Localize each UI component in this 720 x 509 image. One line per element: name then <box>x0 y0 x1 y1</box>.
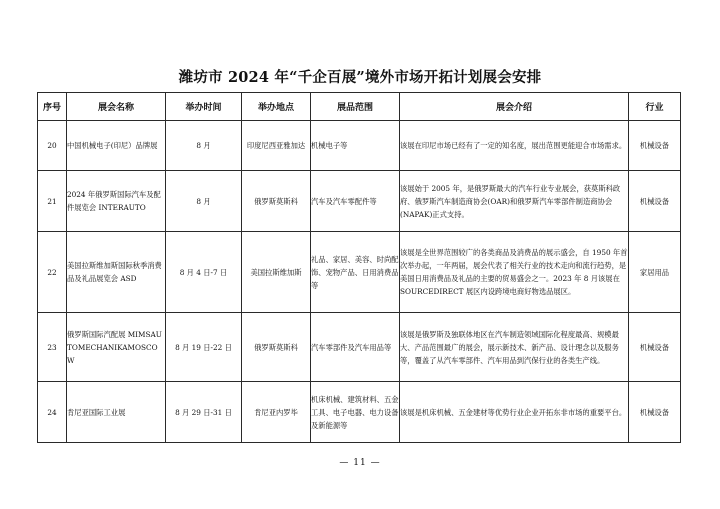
row-no: 21 <box>38 171 67 232</box>
row-name: 肯尼亚国际工业展 <box>67 382 166 443</box>
row-industry: 机械设备 <box>629 313 681 382</box>
page-number: — 11 — <box>339 458 381 468</box>
row-intro: 该展是全世界范围较广的各类商品及消费品的展示盛会，自 1950 年首次举办起，一年两届，展会代表了相关行业的技术走向和流行趋势，是美国日用消费品及礼品的主要的贸易盛会之一。2023 年 8 月该展在 SOURCEDIRECT 展区内设跨境电商好物选品展区。 <box>400 232 629 313</box>
row-name: 俄罗斯国际汽配展 MIMSAUTOMECHANIKAMOSCOW <box>67 313 166 382</box>
header-scope: 展品范围 <box>311 93 400 121</box>
row-place: 肯尼亚内罗毕 <box>242 382 311 443</box>
header-place: 举办地点 <box>242 93 311 121</box>
row-industry: 机械设备 <box>629 171 681 232</box>
row-intro: 该展在印尼市场已经有了一定的知名度，展出范围更能迎合市场需求。 <box>400 121 629 171</box>
table-row <box>38 121 681 171</box>
row-scope: 汽车及汽车零配件等 <box>311 171 400 232</box>
row-time: 8 月 29 日-31 日 <box>166 382 242 443</box>
row-name: 中国机械电子(印尼）品牌展 <box>67 121 166 171</box>
row-no: 24 <box>38 382 67 443</box>
row-time: 8 月 <box>166 171 242 232</box>
row-name: 美国拉斯维加斯国际秋季消费品及礼品展览会 ASD <box>67 232 166 313</box>
page-title: 潍坊市 2024 年“千企百展”境外市场开拓计划展会安排 <box>178 69 542 86</box>
row-no: 23 <box>38 313 67 382</box>
row-industry: 家居用品 <box>629 232 681 313</box>
row-scope: 礼品、家居、美容、时尚配饰、宠物产品、日用消费品等 <box>311 232 400 313</box>
header-time: 举办时间 <box>166 93 242 121</box>
row-scope: 机械电子等 <box>311 121 400 171</box>
row-place: 俄罗斯莫斯科 <box>242 171 311 232</box>
table-header-row <box>38 93 681 121</box>
row-place: 印度尼西亚雅加达 <box>242 121 311 171</box>
row-intro: 该展是俄罗斯及独联体地区在汽车制造领域国际化程度最高、规模最大、产品范围最广的展会，展示新技术、新产品、设计理念以及服务等，覆盖了从汽车零部件、汽车用品到汽保行业的各类生产线。 <box>400 313 629 382</box>
table-row <box>38 171 681 232</box>
row-intro: 该展是机床机械、五金建材等优势行业企业开拓东非市场的重要平台。 <box>400 382 629 443</box>
row-industry: 机械设备 <box>629 382 681 443</box>
header-intro: 展会介绍 <box>400 93 629 121</box>
header-name: 展会名称 <box>67 93 166 121</box>
row-intro: 该展始于 2005 年，是俄罗斯最大的汽车行业专业展会，获莫斯科政府、俄罗斯汽车制造商协会(OAR)和俄罗斯汽车零部件制造商协会(NAPAK)正式支持。 <box>400 171 629 232</box>
row-scope: 汽车零部件及汽车用品等 <box>311 313 400 382</box>
header-industry: 行业 <box>629 93 681 121</box>
table-row <box>38 313 681 382</box>
row-time: 8 月 19 日-22 日 <box>166 313 242 382</box>
exhibition-schedule-table <box>37 92 681 443</box>
row-place: 美国拉斯维加斯 <box>242 232 311 313</box>
table-row <box>38 382 681 443</box>
row-place: 俄罗斯莫斯科 <box>242 313 311 382</box>
row-name: 2024 年俄罗斯国际汽车及配件展览会 INTERAUTO <box>67 171 166 232</box>
row-time: 8 月 <box>166 121 242 171</box>
row-scope: 机床机械、建筑材料、五金工具、电子电器、电力设备及新能源等 <box>311 382 400 443</box>
header-no: 序号 <box>38 93 67 121</box>
table-row <box>38 232 681 313</box>
row-no: 22 <box>38 232 67 313</box>
row-no: 20 <box>38 121 67 171</box>
row-time: 8 月 4 日-7 日 <box>166 232 242 313</box>
row-industry: 机械设备 <box>629 121 681 171</box>
